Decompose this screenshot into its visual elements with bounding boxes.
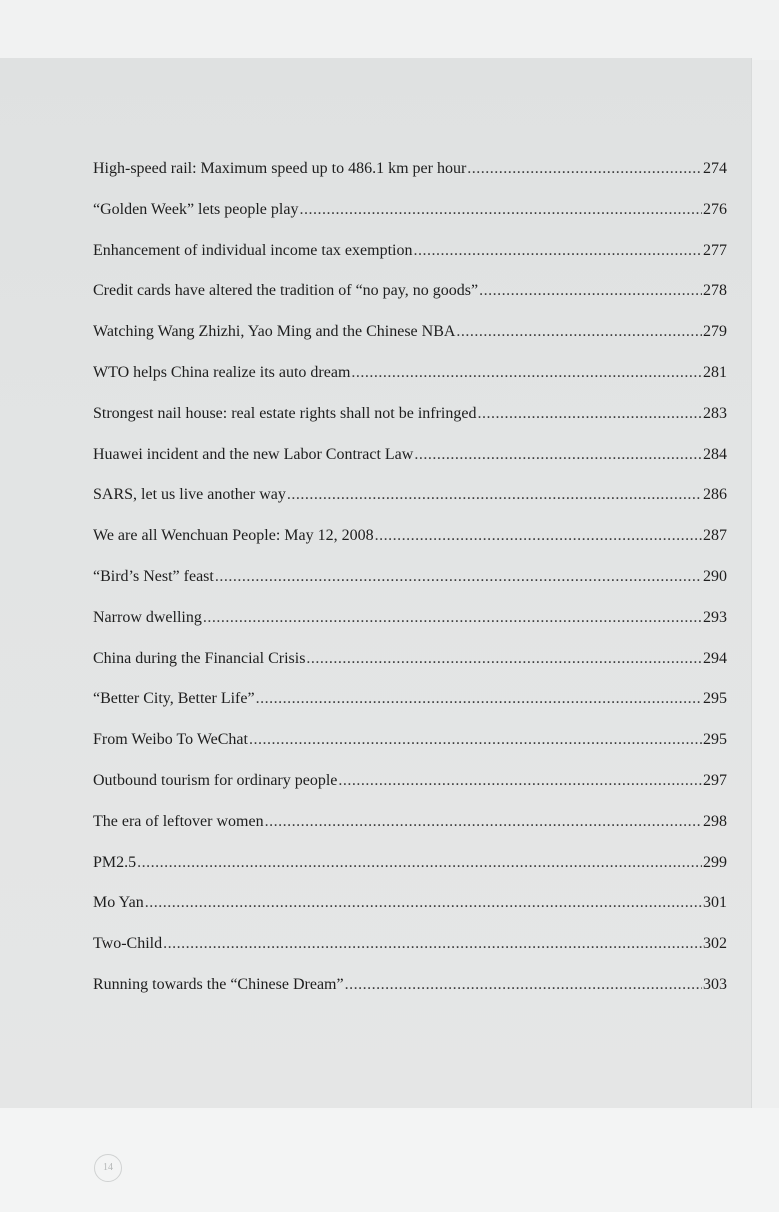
toc-entry-page-number: 298 — [703, 812, 727, 830]
dot-leader — [413, 242, 702, 260]
toc-entry-title: Enhancement of individual income tax exemption — [93, 241, 413, 259]
toc-entry-title: Watching Wang Zhizhi, Yao Ming and the Chinese NBA — [93, 323, 456, 341]
toc-entry[interactable] — [93, 772, 727, 813]
dot-leader — [479, 282, 702, 300]
toc-entry-title: China during the Financial Crisis — [93, 649, 306, 667]
dot-leader — [145, 894, 702, 912]
dot-leader — [265, 813, 702, 831]
toc-entry-title: WTO helps China realize its auto dream — [93, 363, 351, 381]
toc-entry[interactable] — [93, 568, 727, 609]
toc-entry[interactable] — [93, 813, 727, 854]
scan-top-margin — [0, 0, 779, 60]
dot-leader — [414, 446, 702, 464]
toc-entry-title: SARS, let us live another way — [93, 486, 286, 504]
toc-entry-title: Mo Yan — [93, 894, 144, 912]
toc-entry[interactable] — [93, 854, 727, 895]
toc-entry-page-number: 287 — [703, 527, 727, 545]
toc-entry-page-number: 295 — [703, 731, 727, 749]
toc-entry-page-number: 302 — [703, 935, 727, 953]
toc-entry[interactable] — [93, 405, 727, 446]
dot-leader — [338, 772, 702, 790]
toc-entry-title: Strongest nail house: real estate rights shall not be infringed — [93, 404, 477, 422]
dot-leader — [345, 976, 702, 994]
toc-entry[interactable] — [93, 160, 727, 201]
toc-entry[interactable] — [93, 323, 727, 364]
toc-entry[interactable] — [93, 282, 727, 323]
toc-entry-page-number: 277 — [703, 241, 727, 259]
toc-entry-title: PM2.5 — [93, 853, 137, 871]
toc-entry-title: Narrow dwelling — [93, 608, 202, 626]
toc-entry-page-number: 279 — [703, 323, 727, 341]
toc-entry-page-number: 276 — [703, 200, 727, 218]
toc-entry[interactable] — [93, 731, 727, 772]
toc-entry[interactable] — [93, 527, 727, 568]
toc-entry-page-number: 283 — [703, 404, 727, 422]
dot-leader — [215, 568, 702, 586]
toc-entry-page-number: 299 — [703, 853, 727, 871]
toc-entry-title: From Weibo To WeChat — [93, 731, 248, 749]
toc-entry[interactable] — [93, 935, 727, 976]
toc-entry[interactable] — [93, 486, 727, 527]
dot-leader — [477, 405, 702, 423]
toc-entry-page-number: 284 — [703, 445, 727, 463]
dot-leader — [203, 609, 702, 627]
toc-entry-title: Credit cards have altered the tradition of “no pay, no goods” — [93, 282, 479, 300]
toc-entry-page-number: 294 — [703, 649, 727, 667]
toc-entry-page-number: 274 — [703, 160, 727, 177]
toc-entry-title: Huawei incident and the new Labor Contract Law — [93, 445, 414, 463]
toc-entry[interactable] — [93, 609, 727, 650]
toc-entry-page-number: 293 — [703, 608, 727, 626]
dot-leader — [299, 201, 702, 219]
table-of-contents — [93, 160, 727, 1017]
toc-entry-title: Outbound tourism for ordinary people — [93, 771, 338, 789]
toc-entry-title: Running towards the “Chinese Dream” — [93, 975, 344, 993]
toc-entry-page-number: 297 — [703, 771, 727, 789]
toc-entry-title: We are all Wenchuan People: May 12, 2008 — [93, 527, 374, 545]
dot-leader — [306, 650, 702, 668]
dot-leader — [249, 731, 702, 749]
toc-entry[interactable] — [93, 364, 727, 405]
dot-leader — [375, 527, 702, 545]
dot-leader — [351, 364, 702, 382]
toc-entry[interactable] — [93, 446, 727, 487]
dot-leader — [163, 935, 702, 953]
toc-entry-page-number: 301 — [703, 894, 727, 912]
toc-entry-page-number: 303 — [703, 975, 727, 993]
toc-entry-title: “Bird’s Nest” feast — [93, 567, 214, 585]
toc-entry-title: High-speed rail: Maximum speed up to 486.1 km per hour — [93, 160, 467, 177]
toc-entry[interactable] — [93, 690, 727, 731]
toc-entry-page-number: 281 — [703, 363, 727, 381]
toc-entry[interactable] — [93, 894, 727, 935]
toc-entry-title: “Better City, Better Life” — [93, 690, 255, 708]
dot-leader — [137, 854, 702, 872]
toc-entry-page-number: 295 — [703, 690, 727, 708]
toc-entry-title: The era of leftover women — [93, 812, 264, 830]
toc-entry-title: “Golden Week” lets people play — [93, 200, 299, 218]
toc-entry[interactable] — [93, 242, 727, 283]
toc-entry[interactable] — [93, 201, 727, 242]
dot-leader — [456, 323, 702, 341]
toc-entry[interactable] — [93, 650, 727, 691]
page-number: 14 — [94, 1154, 122, 1182]
dot-leader — [467, 160, 702, 178]
toc-entry-page-number: 286 — [703, 486, 727, 504]
toc-entry-title: Two-Child — [93, 935, 163, 953]
dot-leader — [256, 690, 702, 708]
toc-entry[interactable] — [93, 976, 727, 1017]
dot-leader — [287, 486, 702, 504]
toc-entry-page-number: 278 — [703, 282, 727, 300]
toc-entry-page-number: 290 — [703, 567, 727, 585]
